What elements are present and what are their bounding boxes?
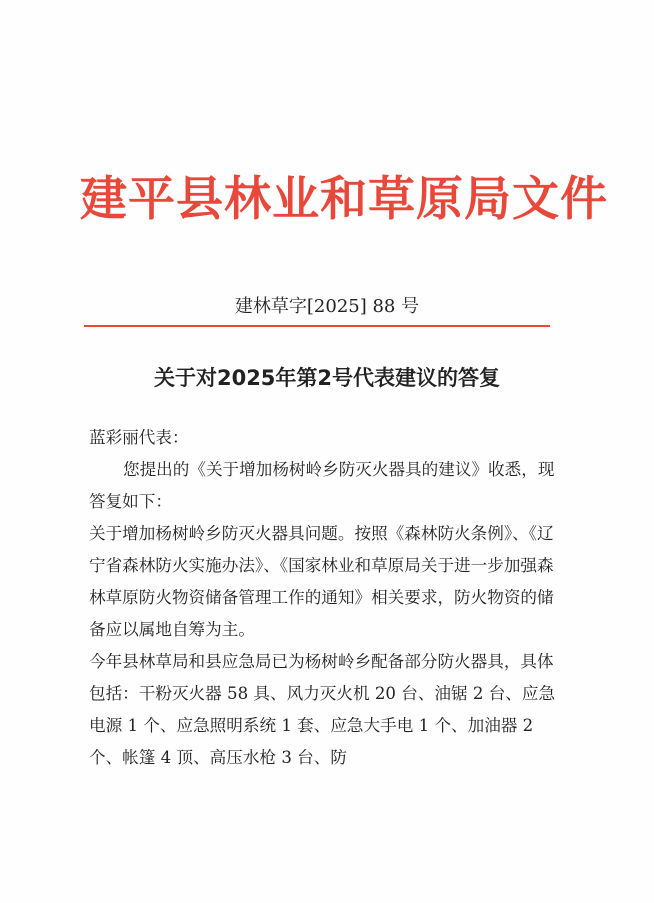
document-number: 建林草字[2025] 88 号 [234, 296, 420, 317]
intro-paragraph: 您提出的《关于增加杨树岭乡防灭火器具的建议》收悉，现答复如下： [89, 460, 555, 511]
org-header: 建平县林业和草原局文件 [80, 172, 608, 227]
body-paragraph: 关于增加杨树岭乡防灭火器具问题。按照《森林防火条例》、《辽宁省森林防火实施办法》、《国家林业和草原局关于进一步加强森林草原防火物资储备管理工作的通知》相关要求，防火物资的储备应以属地自筹为主。 [89, 524, 554, 639]
document-body [89, 422, 559, 774]
body-paragraph: 今年县林草局和县应急局已为杨树岭乡配备部分防火器具，具体包括：干粉灭火器 58 具、风力灭火机 20 台、油锯 2 台、应急电源 1 个、应急照明系统 1 套、应急大手电 1 个、加油器 2 个、帐篷 4 顶、高压水枪 3 台、防 [89, 652, 556, 767]
header-divider [84, 325, 550, 327]
document-title: 关于对2025年第2号代表建议的答复 [153, 366, 501, 390]
salutation: 蓝彩丽代表： [89, 428, 189, 447]
